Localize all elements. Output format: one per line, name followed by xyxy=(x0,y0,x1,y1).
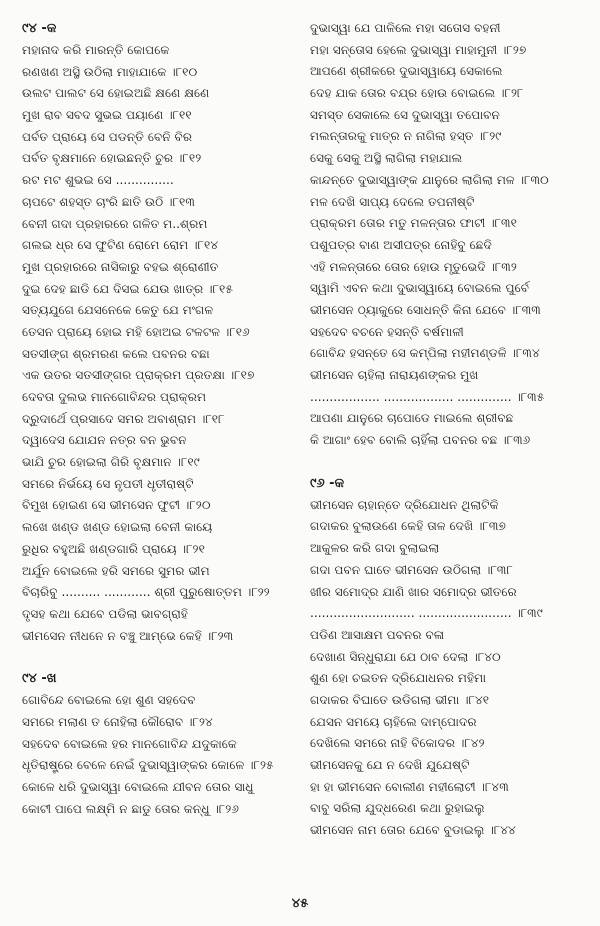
verse-line: ମହାନାଦ କରି ମାରନ୍ତି କୋପକେ xyxy=(22,43,170,57)
section-heading: ୯୪ -କ xyxy=(22,21,57,36)
verse-line: ହା ହା ଭୀମସେନ ବୋଲୀଣ ମହୀଲୋଟୀ ।୮୪୩ xyxy=(310,779,509,794)
verse-line: ସତ୍ୟଯୁଗେ ଯେସନେକେ କେତୁ ଯେ ମଂଗଳ xyxy=(22,303,214,318)
verse-line: ରଣଖଣ ଅସ୍ଥି ଉଠିଲା ମାହାଯାକେ ।୮୧୦ xyxy=(22,64,198,79)
verse-line: କୋଟୀ ପାପେ ଲକ୍ଷ୍ମି ନ ଛାଡୁ ତୋର କନ୍ଧୁ ।୮୨୬ xyxy=(22,801,239,816)
verse-line: ଗଦାକର ବିଘାତେ ଉଡିଗଲା ଭୀମା ।୮୪୧ xyxy=(310,692,490,707)
section-gap xyxy=(22,647,302,668)
verse-line: ପ୍ରାକ୍ରମ ତୋର ମତୁ ମଳନ୍ତାର ଫାଟୀ ।୮୩୧ xyxy=(310,216,517,231)
verse-line: ଗଲଇ ଧ୍ର ସେ ଫୁଟିଣ ରୋମେ ରୋମ ।୮୧୪ xyxy=(22,238,219,253)
verse-line: ଏହି ମଳନ୍ତାରେ ତୋର ହୋଉ ମୃତୁଭେଦି ।୮୩୨ xyxy=(310,259,517,274)
verse-line: ଗଦା ପବନ ଘାତେ ଭୀମସେନ ଉଠିଗଲା ।୮୩୮ xyxy=(310,562,513,577)
verse-line: ଦେହ ଯାକ ତୋର ବଯ୍ର ହୋଉ ବୋଇଲେ ।୮୨୮ xyxy=(310,86,524,101)
verse-line: ପଡିଣ ଆସାକ୍ଷମ ପବନର ବଳା xyxy=(310,627,445,642)
verse-line: ଖୀର ସମୋଦ୍ର ଯାଣି ଖାର ସମୋଦ୍ର ଭୀତରେ xyxy=(310,584,517,599)
verse-line: ସମସ୍ତ ସେକାଲେ ସେ ଦୁଭାସ୍ୱା ତପୋବନ xyxy=(310,107,500,122)
verse-line: ଏକ ଉତର ସତସୀଙ୍ଗର ପ୍ରାକ୍ରମ ପ୍ରତକ୍ଷା ।୮୧୭ xyxy=(22,368,255,383)
right-column xyxy=(310,18,590,842)
section-gap xyxy=(310,452,590,473)
verse-line: ଅର୍ଯୁନ ବୋଇଲେ ହରି ସମରେ ସୁମର ଭୀମ xyxy=(22,563,210,578)
verse-line: ଦେଖାଣ ସିନ୍ଧୁରାଯା ଯେ ଠାବ ଦେଲା ।୮୪୦ xyxy=(310,649,501,664)
verse-line: ଦୁଇ ଦେହ ଛାଡି ଯେ ଦିସଇ ଯେଉ ଖାତ୍ର ।୮୧୫ xyxy=(22,281,233,296)
verse-line: ସହଦେବ ବୋଇଲେ ହର ମାନଗୋବିନ୍ଦ ଯଦୁକାକେ xyxy=(22,736,237,751)
verse-line: ପର୍ବତ ପ୍ରାୟେ ସେ ପଡନ୍ତି ବେନି ବିର xyxy=(22,129,193,144)
verse-line: ଭୀମସେନ ଠ୍ୟାକୁରେ ସୋଧନ୍ତି କିନା ଯେବେ ।୮୩୩ xyxy=(310,302,541,317)
verse-line: ମଲନ୍ତାରକୁ ମାତ୍ର ନ ନାଗିଲା ହସ୍ତ ।୮୨୯ xyxy=(310,129,502,144)
verse-line: ତେସନ ପ୍ରାୟେ ହୋଇ ମହି ହୋଅଇ ଟଳଟଳ ।୮୧୬ xyxy=(22,324,250,339)
verse-line: ଭୀମସେନକୁ ଯେ ନ ଦେଖି ଯୁଯେଷ୍ଟି xyxy=(310,758,470,772)
verse-block xyxy=(22,690,302,820)
verse-line: ସେକୁ ସେକୁ ଅସ୍ଥି ଲାଗିଲା ମହାଯାଲ xyxy=(310,151,463,166)
verse-line: ଗୋବିନ୍ଦ ହସନ୍ତେ ସେ କମ୍ପିଲା ମହୀମଣ୍ଡଳି ।୮୩୪ xyxy=(310,346,540,361)
verse-line: ଭୀମସେନ ଚାହିଲା ନାରାୟଣଙ୍କର ମୁଖ xyxy=(310,368,479,382)
verse-line: କାନ୍ଦନ୍ତେ ଦୁଭାସ୍ୱାଙ୍କ ଯାନୁରେ ଲାଗିଲା ମଳ ।୮୩୦ xyxy=(310,172,549,187)
verse-line: ସହଦେବ ବଚନେ ହସନ୍ତି ବର୍ଷମାଳୀ xyxy=(310,324,464,339)
verse-line: ଆପଣେ ଶ୍ରୀକରେ ଦୁଭାସ୍ୱାୟେ ସେକାଲେ xyxy=(310,64,503,79)
verse-block xyxy=(22,40,302,647)
section-heading: ୯୪ -ଖ xyxy=(22,671,57,687)
verse-line: ଭୀମସେନ ନୀଧନେ ନ ବଞ୍ଚୁ ଆମ୍ଭେ କେହି ।୮୨୩ xyxy=(22,628,234,643)
verse-line: ମଳ ଦେଖି ସାପ୍ୟ ଦେଲେ ତପନୀଷ୍ଟି xyxy=(310,194,475,209)
verse-line: ବିଚାରିବୁ .......... ............ ଶ୍ରୀ ପୁରୁଷୋତ୍ତମ ।୮୨୨ xyxy=(22,585,270,600)
verse-line: ଶୁଣ ହୋ ଚଇତନ ଦ୍ରିଯୋଧନର ମହିମା xyxy=(310,671,487,686)
verse-line: .................. .................. .............. ।୮୩୫ xyxy=(310,389,545,404)
verse-line: ଦେବତା ଦୁଲଭ ମାନଗୋବିନ୍ଦର ପ୍ରାକ୍ରମ xyxy=(22,390,207,404)
verse-line: ରଟ ମଟ ଶୁଭଇ ସେ ............... xyxy=(22,173,174,188)
verse-line: ପର୍ବତ ବୃକ୍ଷମାନେ ହୋଇଛନ୍ତି ଚୁର ।୮୧୨ xyxy=(22,151,202,166)
verse-line: ସମରେ ନିର୍ଭୟେ ସେ ନୃପତୀ ଧୃତୀରାଷ୍ଟି xyxy=(22,476,194,491)
section-heading: ୯୬ -କ xyxy=(310,475,345,491)
verse-line: ମୁଖ ପ୍ରହାରରେ ନାସିକାରୁ ବହଇ ଶ୍ରୋଣୀତ xyxy=(22,259,219,274)
verse-line: ଦେଖିଲେ ସମରେ ନାହି ବିକୋଦର ।୮୪୨ xyxy=(310,736,485,751)
verse-line: ........................... ........................ ।୮୩୯ xyxy=(310,606,543,621)
verse-line: ଆପଣା ଯାନୁରେ ଚାପୋଡେ ମାଇଲେ ଶ୍ରୀବଛ xyxy=(310,411,514,426)
verse-line: କୋଳେ ଧରି ଦୁଭାସ୍ୱା ବୋଇଲେ ଯୀବନ ତୋର ସାଧୁ xyxy=(22,780,254,794)
verse-line: ଗଦାକର ବୁଲାଉଣେ କେହି ତାଳ ଦେଖି ।୮୩୭ xyxy=(310,519,506,534)
verse-block xyxy=(310,18,590,452)
verse-line: ଲଖେ ଖଣ୍ଡ ଖଣ୍ଡ ହୋଇଲା ବେନୀ କାୟେ xyxy=(22,520,213,535)
verse-line: ଗୋବିନ୍ଦେ ବୋଇଲେ ହୋ ଶୁଣ ସହଦେବ xyxy=(22,693,196,708)
verse-line: ଚାପଟେ ଶହସ୍ତ ଚାଂରି ଛାତି ଉଠି ।୮୧୩ xyxy=(22,194,195,209)
verse-line: ସମରେ ମଲାଣ ତ ନୋହିଲା କୌରୋବ ।୮୨୪ xyxy=(22,714,213,729)
verse-line: ରୁଧିର ବହୁଅଛି ଖଣ୍ଡଗାରି ପ୍ରାୟେ ।୮୨୧ xyxy=(22,541,205,556)
verse-line: ଦୃସହ କଥା ଯେବେ ପଡିଲା ଭାବଗ୍ରାହି xyxy=(22,606,189,621)
verse-line: ଆକୁଳର କରି ଗଦା ବୁଲାଇଲା xyxy=(310,541,440,556)
verse-line: ଦ୍ରୁଦାର୍ଥେ ପ୍ରସାଦେ ସମର ଅବାଶ୍ରାମ ।୮୧୮ xyxy=(22,411,225,426)
verse-line: ଭାଯି ଚୁର ହୋଇଲା ଗିରି ବୃକ୍ଷମାନ ।୮୧୯ xyxy=(22,455,200,470)
verse-line: ଉଲଟ ପାଲଟ ସେ ହୋଇଅଛି କ୍ଷଣେ କ୍ଷଣେ xyxy=(22,86,210,101)
verse-line: ପଶୁପତ୍ର ବାଣ ଅସୀପତ୍ର ନୋହିବୁ ଛେଦି xyxy=(310,237,492,252)
verse-line: ମୁଖ ରାବ ସବଦ ସୁଭଇ ପୟାଣେ ।୮୧୧ xyxy=(22,108,192,123)
verse-line: ଧୃତିରାଷ୍ଟ୍ରେ ବେଳେ ନେଇଁ ଦୁଭାସ୍ୱାଙ୍କର କୋଳେ ।୮୨୫ xyxy=(22,758,274,773)
verse-line: ଦ୍ୱାଦେସ ଯୋଯନ ନତ୍ର ବନ ଭୁବନ xyxy=(22,433,187,448)
verse-line: ବାବୁ ସରିଲା ଯୁଦ୍ଧରେଣ କଥା ରୁହାଇଲୁ xyxy=(310,801,485,816)
left-column xyxy=(22,18,302,820)
verse-line: ବେନୀ ଗଦା ପ୍ରହାରରେ ଗଳିତ ମ..ଶ୍ରମ xyxy=(22,216,208,231)
verse-line: ସତସୀଙ୍ଗ ଶ୍ରମରଣ କଲେ ପବନର ବଛା xyxy=(22,346,210,361)
page-number: ୪୫ xyxy=(291,896,309,911)
verse-line: ବିମୁଖ ହୋଇଣ ସେ ଭୀମସେନ ଫୁଟୀ ।୮୨୦ xyxy=(22,498,211,513)
verse-line: ଭୀମସେନ ଚାହାନ୍ତେ ଦ୍ରିଯୋଧନ ଥିଲାଟିକି xyxy=(310,497,499,512)
verse-line: ସ୍ୱାମି ଏବନ କଥା ଦୁଭାସ୍ୱାୟେ ବୋଇଲେ ପୁର୍ବେ xyxy=(310,281,530,296)
verse-line: ଯେସନ ସମୟେ ଚାହିଲେ ଦାମ୍ପୋଦର xyxy=(310,714,477,729)
verse-block xyxy=(310,495,590,842)
verse-line: ଦୁଭାସ୍ୱା ଯେ ପାଳିଲେ ମହା ସତୋସ ବହନୀ xyxy=(310,21,501,35)
verse-line: କି ଆଗାଂ ହେବ ବୋଲି ଚାହିଁଲା ପବନର ବଛ ।୮୩୬ xyxy=(310,433,531,448)
verse-line: ଭୀମସେନ ନାମ ତୋର ଯେବେ ବୁଡାଇଲୁ ।୮୪୪ xyxy=(310,823,516,838)
verse-line: ମହା ସନ୍ତୋସ ହେଲେ ଦୁଭାସ୍ୱା ମାହାମୁନୀ ।୮୨୭ xyxy=(310,42,527,57)
